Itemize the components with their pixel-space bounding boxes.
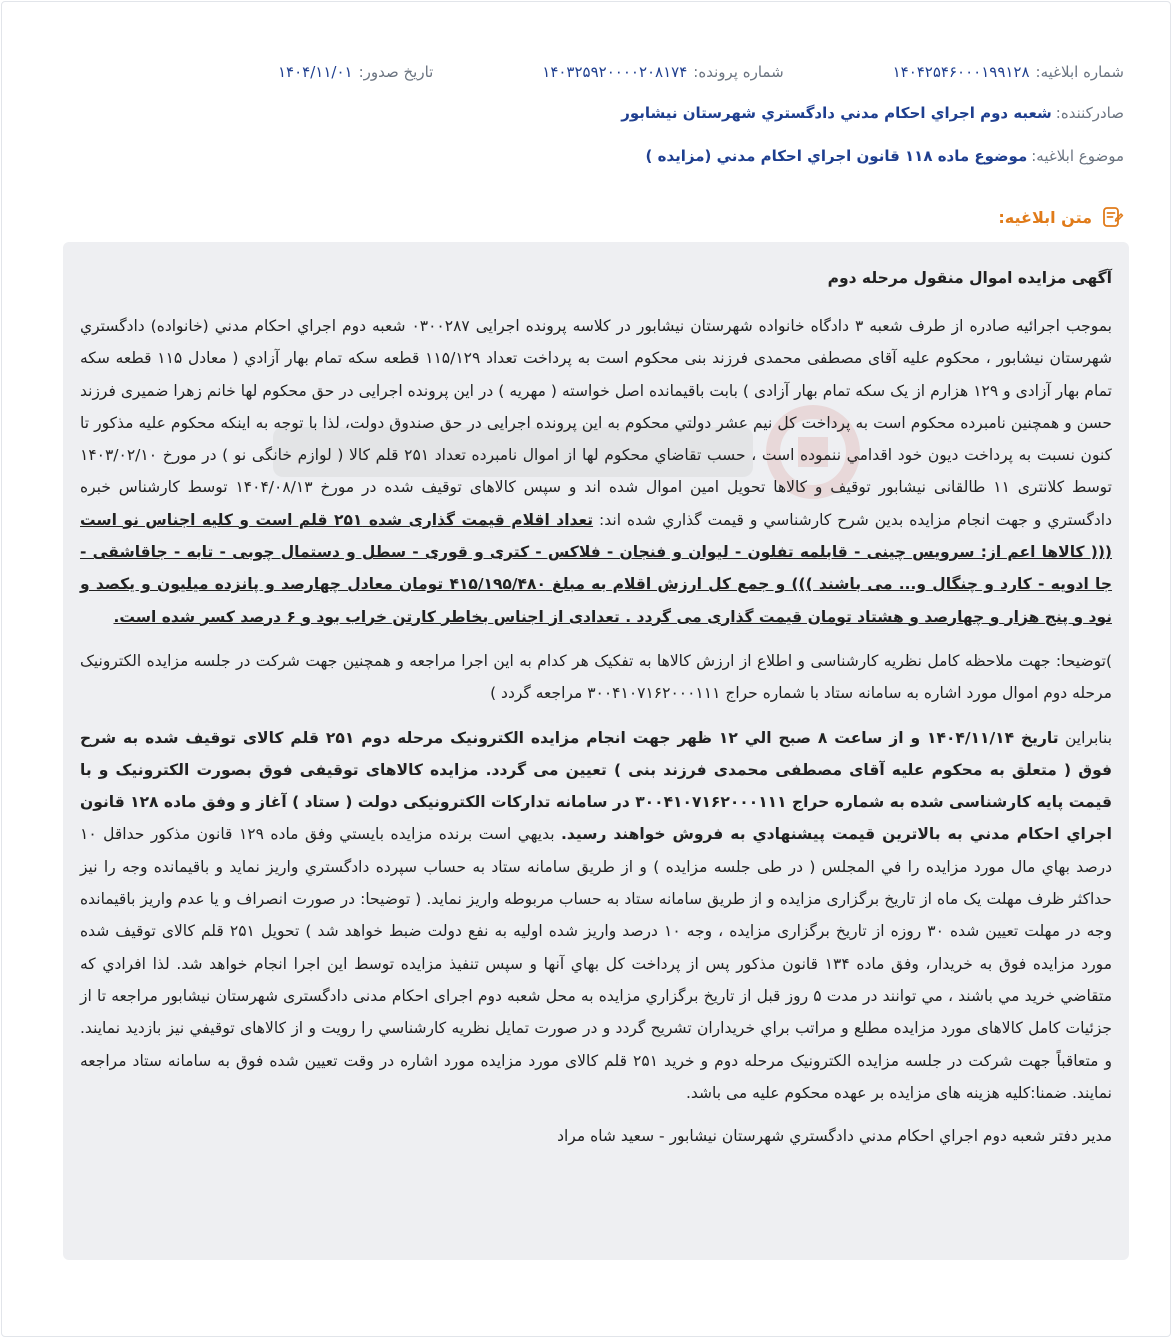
paragraph-explanation: )توضیحا: جهت ملاحظه کامل نظریه کارشناسی و اطلاع از ارزش کالاها به تفکیک هر کدام به این اجرا مراجعه و همچنین جهت شرکت در جلسه مزایده الکترونیک مرحله دوم اموال مورد اشاره به سامانه ستاد با شماره حراج ۳۰۰۴۱۰۷۱۶۲۰۰۰۱۱۱ مراجعه گردد ) — [80, 651, 1112, 703]
issuer-label: صادرکننده: — [1055, 104, 1124, 122]
notice-number — [893, 63, 1124, 81]
issue-date-value: ۱۴۰۴/۱۱/۰۱ — [278, 63, 353, 81]
paragraph-seizure — [80, 310, 1112, 633]
notice-number-value: ۱۴۰۴۲۵۴۶۰۰۰۱۹۹۱۲۸ — [892, 63, 1030, 81]
paragraph-auction-rest: بديهي است برنده مزايده بايستي وفق ماده ۱۲۹ قانون مذکور حداقل ۱۰ درصد بهاي مال مورد مزايده را في المجلس ( در طی جلسه مزایده ) و از طریق سامانه ستاد به حساب سپرده دادگستري واريز نمايد و باقيمانده وجه را نيز حداکثر ظرف مهلت يک ماه از تاريخ برگزاری مزايده و از طریق سامانه ستاد به حساب مربوطه واریز نماید. ( توضیحا: در صورت انصراف و یا عدم واریز باقیمانده وجه در مهلت تعیین شده ۳۰ روزه از تاریخ برگزاری مزایده ، وجه ۱۰ درصد واریز شده اولیه به نفع دولت ضبط خواهد شد ) تحویل ۲۵۱ قلم کالای توقیف شده مورد مزایده فوق به خریدار، وفق ماده ۱۳۴ قانون مذکور پس از پرداخت کل بهاي آنها و سپس تنفیذ مزایده توسط این اجرا انجام خواهد شد. لذا افرادي که متقاضي خريد مي باشند ، مي توانند در مدت ۵ روز قبل از تاريخ برگزاري مزايده به محل شعبه دوم اجرای احکام مدنی دادگستری شهرستان نیشابور مراجعه تا از جزئيات کامل کالاهای مورد مزايده مطلع و مراتب براي خريداران تشريح گردد و در صورت تمایل نظریه کارشناسي را رويت و از کالاهای توقيفي نيز بازديد نمايند. و متعاقباً جهت شرکت در جلسه مزایده الکترونیک مرحله دوم و خرید ۲۵۱ قلم کالای مورد مزایده مورد اشاره در وقت تعیین شده فوق به سامانه ستاد مراجعه نمایند. ضمنا:کلیه هزینه های مزایده بر عهده محکوم علیه می باشد. — [80, 825, 1112, 1102]
paragraph-auction-lead: بنابراین — [1058, 728, 1113, 747]
paragraph-seizure-text: بموجب اجرائیه صادره از طرف شعبه ۳ دادگاه خانواده شهرستان نیشابور در کلاسه پرونده اجرایی ۰۳۰۰۲۸۷ شعبه دوم اجراي احکام مدني (خانواده) دادگستري شهرستان نيشابور ، محکوم علیه آقای مصطفی محمدی فرزند بنی محکوم است به پرداخت تعداد ۱۱۵/۱۲۹ قطعه سکه تمام بهار آزادي ( معادل ۱۱۵ قطعه سکه تمام بهار آزادی و ۱۲۹ هزارم از یک سکه تمام بهار آزادی ) بابت باقیمانده اصل خواسته ( مهریه ) در این پرونده اجرایی در حق محکوم لها خانم زهرا ضمیری فرزند حسن و همچنین نامبرده محکوم است به پرداخت کل نیم عشر دولتي محکوم به این پرونده اجرایی در حق صندوق دولت، لذا با توجه به اینکه محکوم علیه مذکور تا کنون نسبت به پرداخت دیون خود اقدامي ننموده است ، حسب تقاضاي محکوم لها از اموال نامبرده تعداد ۲۵۱ قلم کالا ( لوازم خانگی نو ) در مورخ ۱۴۰۳/۰۲/۱۰ توسط کلانتری ۱۱ طالقانی نیشابور توقیف و کالاها تحویل امین اموال شده اند و سپس کالاهای توقیف شده در مورخ ۱۴۰۴/۰۸/۱۳ توسط کارشناس خبره دادگستري و جهت انجام مزایده بدین شرح کارشناسي و قیمت گذاري شده اند: — [80, 317, 1113, 529]
subject-value: موضوع ماده ۱۱۸ قانون اجراي احکام مدني (مزايده ) — [645, 147, 1028, 165]
issue-date-label: تاريخ صدور: — [358, 63, 434, 81]
notice-number-label: شماره ابلاغيه: — [1035, 63, 1124, 81]
subject-label: موضوع ابلاغيه: — [1031, 147, 1124, 165]
paragraph-auction-bold: تاریخ ۱۴۰۴/۱۱/۱۴ و از ساعت ۸ صبح الي ۱۲ ظهر جهت انجام مزایده الکترونیک مرحله دوم ۲۵۱ قلم کالای توقیف شده به شرح فوق ( متعلق به محکوم علیه آقای مصطفی محمدی فرزند بنی ) تعیین می گردد. مزایده کالاهای توقیفی فوق بصورت الکترونیک و با قیمت پایه کارشناسی شده به شماره حراج ۳۰۰۴۱۰۷۱۶۲۰۰۰۱۱۱ در سامانه تدارکات الکترونیکی دولت ( ستاد ) آغاز و وفق ماده ۱۲۸ قانون اجراي احکام مدني به بالاترین قیمت پیشنهادي به فروش خواهند رسید. — [80, 728, 1112, 844]
notice-text-heading — [998, 203, 1124, 231]
case-number-value: ۱۴۰۳۲۵۹۲۰۰۰۰۲۰۸۱۷۴ — [542, 63, 688, 81]
subject-row — [48, 144, 1124, 168]
case-number-label: شماره پرونده: — [693, 63, 784, 81]
notice-text-box — [63, 242, 1129, 1260]
document-icon — [1100, 205, 1124, 229]
paragraph-auction-terms — [80, 722, 1112, 1110]
notice-card — [1, 1, 1171, 1337]
notice-text-label: متن ابلاغيه: — [998, 207, 1092, 227]
notice-meta-row — [48, 60, 1124, 84]
issuer-row — [48, 101, 1124, 125]
case-number — [542, 63, 783, 81]
issue-date — [278, 63, 433, 81]
signature: مدير دفتر شعبه دوم اجراي احکام مدني دادگستري شهرستان نيشابور - سعيد شاه مراد — [557, 1127, 1112, 1146]
notice-title: آگهی مزایده اموال منقول مرحله دوم — [827, 269, 1112, 287]
paragraph-seizure-items: تعداد اقلام قیمت گذاری شده ۲۵۱ قلم است و کلیه اجناس نو است ((( کالاها اعم از: سرویس چینی - قابلمه تفلون - لیوان و فنجان - فلاکس - کتری و قوری - سطل و دستمال چوبی - تابه - جاقاشقی - جا ادویه - کارد و چنگال و... می باشند ))) و جمع کل ارزش اقلام به مبلغ ۴۱۵/۱۹۵/۴۸۰ تومان معادل چهارصد و پانزده میلیون و یکصد و نود و پنج هزار و چهارصد و هشتاد تومان قیمت گذاری می گردد . تعدادی از اجناس بخاطر کارتن خراب بود و ۶ درصد کسر شده است. — [80, 510, 1113, 626]
issuer-value: شعبه دوم اجراي احکام مدني دادگستري شهرستان نيشابور — [621, 104, 1052, 122]
